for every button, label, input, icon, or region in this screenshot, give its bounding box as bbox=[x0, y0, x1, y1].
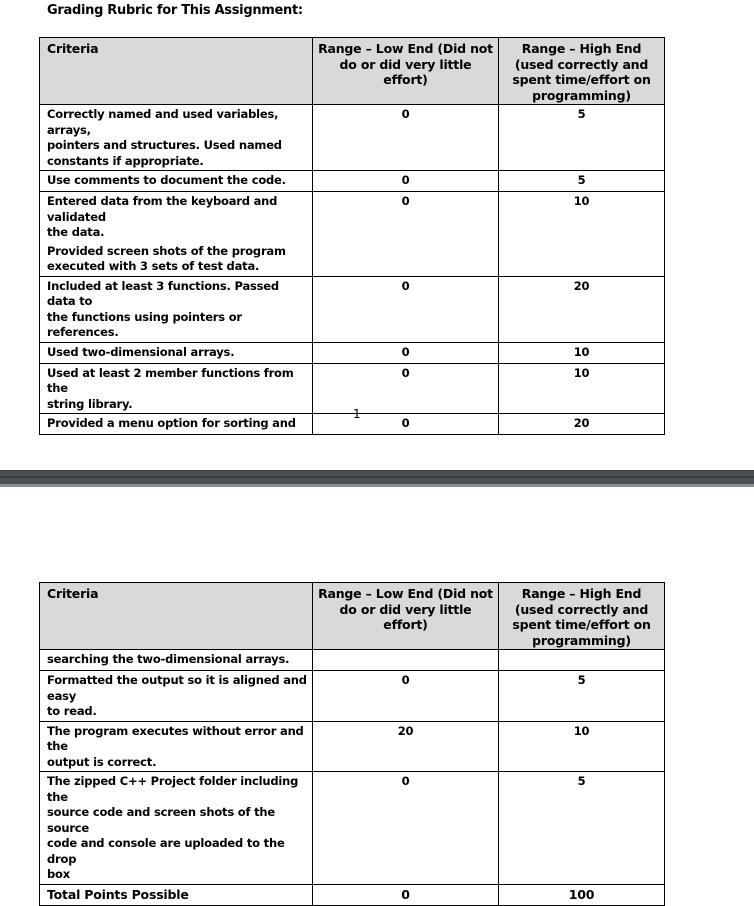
criteria-line: Provided a menu option for sorting and bbox=[47, 416, 296, 430]
criteria-line: Included at least 3 functions. Passed data to bbox=[47, 278, 279, 308]
page-number: 1 bbox=[353, 407, 361, 421]
table-row bbox=[40, 363, 665, 414]
header-high-line: spent time/effort on bbox=[512, 617, 651, 632]
header-low-line: do or did very little bbox=[339, 601, 472, 617]
high-range-value bbox=[499, 650, 665, 671]
high-range-value: 10 bbox=[499, 342, 665, 363]
total-low-value: 0 bbox=[313, 884, 499, 905]
criteria-cell bbox=[40, 772, 313, 885]
low-range-value: 0 bbox=[313, 671, 499, 722]
criteria-cell bbox=[40, 171, 313, 192]
total-high-value: 100 bbox=[499, 884, 665, 905]
table-row bbox=[40, 192, 665, 277]
table-row bbox=[40, 414, 665, 435]
criteria-line: executed with 3 sets of test data. bbox=[47, 259, 260, 273]
criteria-line: Entered data from the keyboard and validated bbox=[47, 194, 278, 224]
criteria-line: the functions using pointers or references. bbox=[47, 309, 242, 339]
header-criteria: Criteria bbox=[40, 583, 313, 650]
criteria-cell bbox=[40, 671, 313, 722]
criteria-line: Provided screen shots of the program bbox=[47, 243, 286, 258]
header-high-line: programming) bbox=[532, 87, 631, 103]
criteria-line: Used two-dimensional arrays. bbox=[47, 344, 235, 359]
header-low-line: Range – Low End (Did not bbox=[318, 41, 493, 56]
criteria-cell bbox=[40, 192, 313, 277]
header-low-range bbox=[313, 38, 499, 105]
low-range-value: 0 bbox=[313, 772, 499, 885]
header-criteria: Criteria bbox=[40, 38, 313, 105]
table-header-row bbox=[40, 583, 665, 650]
high-range-value: 5 bbox=[499, 671, 665, 722]
header-low-line: effort) bbox=[383, 72, 428, 87]
rubric-table-page-1 bbox=[39, 37, 665, 435]
criteria-line: the data. bbox=[47, 225, 105, 239]
high-range-value: 5 bbox=[499, 105, 665, 171]
total-row bbox=[40, 884, 665, 905]
header-high-line: spent time/effort on bbox=[512, 72, 651, 87]
table-row bbox=[40, 772, 665, 885]
rubric-heading: Grading Rubric for This Assignment: bbox=[47, 3, 303, 18]
header-high-line: Range – High End bbox=[521, 41, 642, 56]
criteria-line: pointers and structures. Used named bbox=[47, 138, 282, 152]
table-row bbox=[40, 276, 665, 342]
criteria-line: code and console are uploaded to the drop bbox=[47, 836, 285, 866]
criteria-cell bbox=[40, 342, 313, 363]
header-high-line: (used correctly and bbox=[514, 601, 649, 617]
criteria-line: to read. bbox=[47, 704, 97, 718]
table-row bbox=[40, 650, 665, 671]
low-range-value: 0 bbox=[313, 105, 499, 171]
criteria-cell bbox=[40, 363, 313, 414]
page-break-separator bbox=[0, 470, 754, 487]
table-row bbox=[40, 342, 665, 363]
criteria-line: Use comments to document the code. bbox=[47, 173, 286, 187]
criteria-cell bbox=[40, 276, 313, 342]
high-range-value: 10 bbox=[499, 363, 665, 414]
header-high-line: Range – High End bbox=[521, 586, 642, 601]
criteria-line: The program executes without error and the bbox=[47, 723, 304, 753]
criteria-line: box bbox=[47, 867, 70, 881]
header-high-line: programming) bbox=[532, 632, 631, 648]
table-row bbox=[40, 671, 665, 722]
criteria-line: Correctly named and used variables, arrays, bbox=[47, 107, 279, 137]
criteria-line: Used at least 2 member functions from the bbox=[47, 365, 294, 395]
criteria-line: The zipped C++ Project folder including the bbox=[47, 774, 299, 804]
total-label: Total Points Possible bbox=[40, 884, 313, 905]
criteria-cell bbox=[40, 721, 313, 772]
low-range-value: 0 bbox=[313, 414, 499, 435]
table-row bbox=[40, 105, 665, 171]
low-range-value: 0 bbox=[313, 171, 499, 192]
high-range-value: 20 bbox=[499, 276, 665, 342]
header-high-range bbox=[499, 38, 665, 105]
low-range-value: 20 bbox=[313, 721, 499, 772]
low-range-value: 0 bbox=[313, 342, 499, 363]
criteria-cell bbox=[40, 650, 313, 671]
table-header-row bbox=[40, 38, 665, 105]
low-range-value: 0 bbox=[313, 276, 499, 342]
high-range-value: 5 bbox=[499, 772, 665, 885]
header-high-range bbox=[499, 583, 665, 650]
header-low-line: effort) bbox=[383, 617, 428, 632]
high-range-value: 20 bbox=[499, 414, 665, 435]
criteria-line: constants if appropriate. bbox=[47, 153, 204, 168]
criteria-cell bbox=[40, 414, 313, 435]
low-range-value: 0 bbox=[313, 363, 499, 414]
rubric-table-page-2 bbox=[39, 582, 665, 906]
header-low-line: do or did very little bbox=[339, 56, 472, 72]
header-high-line: (used correctly and bbox=[514, 56, 649, 72]
high-range-value: 5 bbox=[499, 171, 665, 192]
criteria-line: searching the two-dimensional arrays. bbox=[47, 652, 290, 666]
high-range-value: 10 bbox=[499, 721, 665, 772]
low-range-value: 0 bbox=[313, 192, 499, 277]
header-low-range bbox=[313, 583, 499, 650]
table-row bbox=[40, 171, 665, 192]
criteria-line: string library. bbox=[47, 396, 133, 411]
table-row bbox=[40, 721, 665, 772]
high-range-value: 10 bbox=[499, 192, 665, 277]
criteria-line: source code and screen shots of the source bbox=[47, 805, 275, 835]
low-range-value bbox=[313, 650, 499, 671]
criteria-line: output is correct. bbox=[47, 754, 157, 769]
criteria-cell bbox=[40, 105, 313, 171]
criteria-line: Formatted the output so it is aligned and easy bbox=[47, 673, 307, 703]
header-low-line: Range – Low End (Did not bbox=[318, 586, 493, 601]
